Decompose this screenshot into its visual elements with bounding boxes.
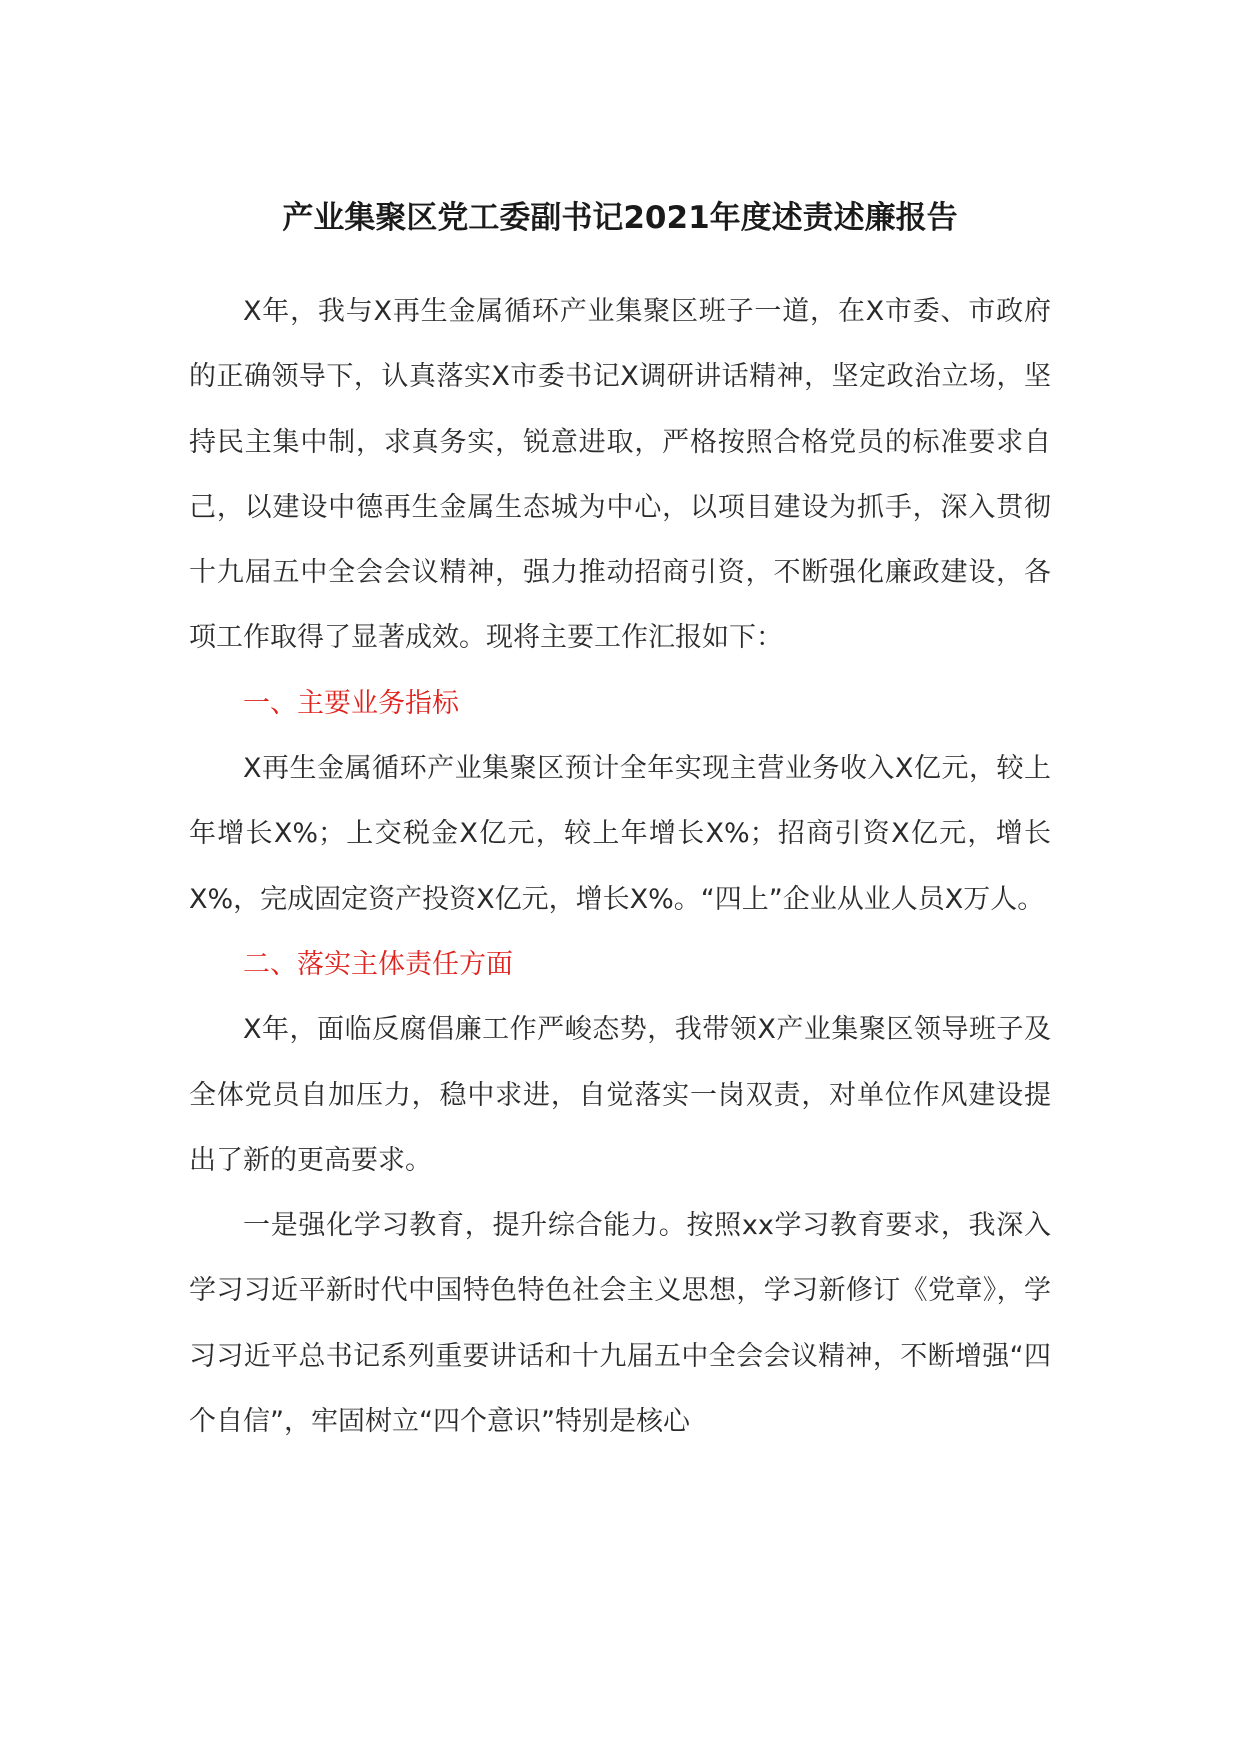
document-title: 产业集聚区党工委副书记2021年度述责述廉报告 (282, 200, 958, 236)
document-body (189, 279, 1051, 1454)
responsibility-paragraph: X年，面临反腐倡廉工作严峻态势，我带领X产业集聚区领导班子及全体党员自加压力，稳中求进，自觉落实一岗双责，对单位作风建设提出了新的更高要求。 (189, 1014, 1051, 1176)
intro-paragraph: X年，我与X再生金属循环产业集聚区班子一道，在X市委、市政府的正确领导下，认真落实X市委书记X调研讲话精神，坚定政治立场，坚持民主集中制，求真务实，锐意进取，严格按照合格党员的标准要求自己，以建设中德再生金属生态城为中心，以项目建设为抓手，深入贯彻十九届五中全会会议精神，强力推动招商引资，不断强化廉政建设，各项工作取得了显著成效。现将主要工作汇报如下： (189, 296, 1051, 654)
section-heading-1: 一、主要业务指标 (243, 687, 459, 719)
study-education-paragraph: 一是强化学习教育，提升综合能力。按照xx学习教育要求，我深入学习习近平新时代中国特色特色社会主义思想，学习新修订《党章》，学习习近平总书记系列重要讲话和十九届五中全会会议精神，不断增强“四个自信”，牢固树立“四个意识”特别是核心 (189, 1210, 1051, 1438)
business-indicators-paragraph: X再生金属循环产业集聚区预计全年实现主营业务收入X亿元，较上年增长X%；上交税金X亿元，较上年增长X%；招商引资X亿元，增长X%，完成固定资产投资X亿元，增长X%。“四上”企业从业人员X万人。 (189, 753, 1051, 915)
section-heading-2: 二、落实主体责任方面 (243, 948, 513, 980)
